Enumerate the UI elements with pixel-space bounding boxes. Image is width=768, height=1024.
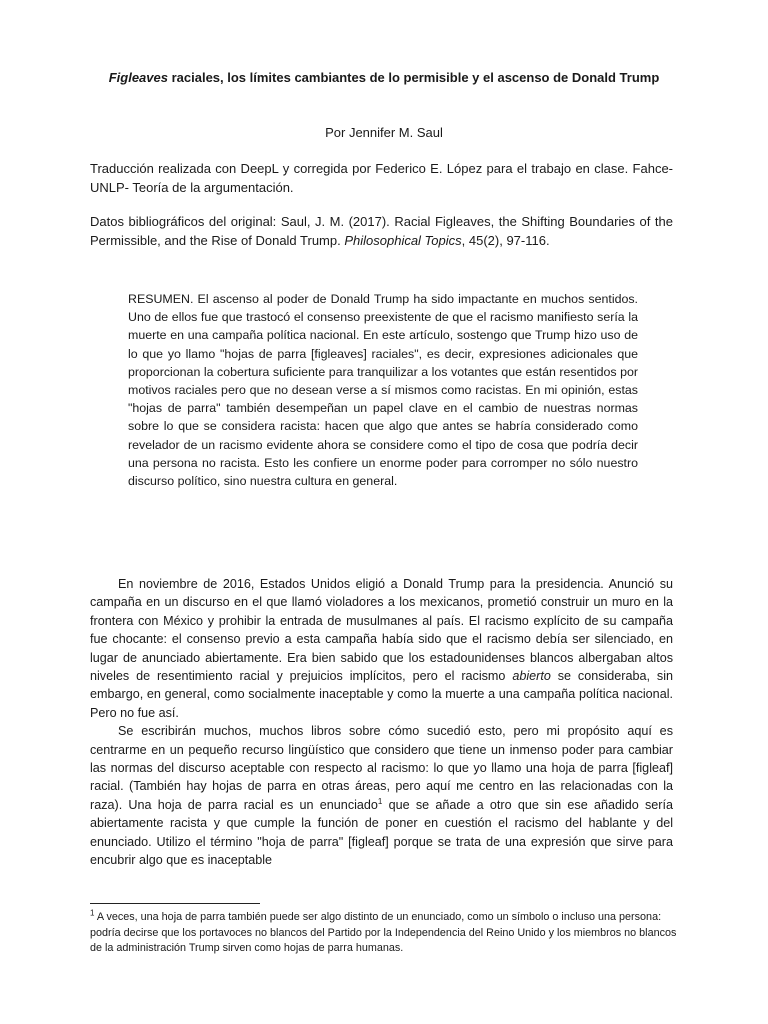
paragraph-1-italic: abierto	[512, 669, 551, 684]
footnote-divider	[90, 903, 260, 904]
paragraph-1-text: En noviembre de 2016, Estados Unidos eligió a Donald Trump para la presidencia. Anunció su campaña en un discurso en el que llamó violadores a los mexicanos, prometió construir un muro en la frontera con México y prohibir la entrada de musulmanes al país. El racismo explícito de su campaña fue chocante: el consenso previo a esta campaña había sido que el racismo debía ser silenciado, en lugar de anunciado abiertamente. Era bien sabido que los estadounidenses blancos albergaban altos niveles de resentimiento racial y prejuicios implícitos, pero el racismo	[90, 577, 673, 684]
journal-name: Philosophical Topics	[344, 232, 462, 248]
footnote-text: A veces, una hoja de parra también puede ser algo distinto de un enunciado, como un símbolo o incluso una persona: podría decirse que los portavoces no blancos del Partido por la Independencia del Reino Unido y los miembros no blancos de la administración Trump sirven como hojas de parra humanas.	[90, 911, 677, 954]
bibliographic-data	[90, 213, 673, 250]
body-text	[90, 575, 673, 870]
paragraph-2-text-end: que se añade a otro que sin ese añadido sería abiertamente racista y que cumple la función de poner en cuestión el racismo del hablante y del enunciado. Utilizo el término "hoja de parra" [figleaf] porque se trata de una expresión que sirve para encubrir algo que es inaceptable	[90, 797, 673, 868]
paragraph-1-text-end: se consideraba, sin embargo, en general, como socialmente inaceptable y como la muerte a una campaña política nacional. Pero no fue así.	[90, 669, 673, 720]
document-title	[90, 68, 678, 87]
translation-note: Traducción realizada con DeepL y corregida por Federico E. López para el trabajo en clase. Fahce-UNLP- Teoría de la argumentación.	[90, 161, 673, 195]
paragraph-2-text: Se escribirán muchos, muchos libros sobre cómo sucedió esto, pero mi propósito aquí es centrarme en un pequeño recurso lingüístico que considero que tiene un inmenso poder para cambiar las normas del discurso aceptable con respecto al racismo: lo que yo llamo una hoja de parra [figleaf] racial. (También hay hojas de parra en otras áreas, pero aquí me centro en las relacionadas con la raza). Una hoja de parra racial es un enunciado	[90, 724, 673, 812]
footnote-reference[interactable]: 1	[377, 796, 383, 806]
abstract: RESUMEN. El ascenso al poder de Donald Trump ha sido impactante en muchos sentidos. Uno de ellos fue que trastocó el consenso preexistente de que el racismo manifiesto sería la muerte en una campaña política nacional. En este artículo, sostengo que Trump hizo uso de lo que yo llamo "hojas de parra [figleaves] raciales", es decir, expresiones adicionales que proporcionan la cobertura suficiente para tranquilizar a los votantes que están resentidos por motivos raciales pero que no desean verse a sí mismos como racistas. En mi opinión, estas "hojas de parra" también desempeñan un papel clave en el cambio de nuestras normas sobre lo que se considera racista: hacen que algo que antes se habría considerado como revelador de un racismo evidente ahora se considere como el tipo de cosa que podría decir una persona no racista. Esto les confiere un enorme poder para corromper no sólo nuestro discurso político, sino nuestra cultura en general.	[128, 292, 638, 489]
bibliography-text: Datos bibliográficos del original: Saul, J. M. (2017). Racial Figleaves, the Shifting Boundaries of the Permissible, and the Rise of Donald Trump.	[90, 214, 673, 248]
footnote	[90, 910, 678, 957]
author-line: Por Jennifer M. Saul	[325, 125, 443, 140]
bibliography-volume: , 45(2), 97-116.	[461, 232, 550, 248]
title-italic-word: Figleaves	[108, 70, 168, 85]
body-paragraph-2	[90, 722, 673, 869]
footnote-number: 1	[90, 908, 95, 918]
title-rest: raciales, los límites cambiantes de lo permisible y el ascenso de Donald Trump	[167, 70, 660, 85]
body-paragraph-1	[90, 575, 673, 722]
